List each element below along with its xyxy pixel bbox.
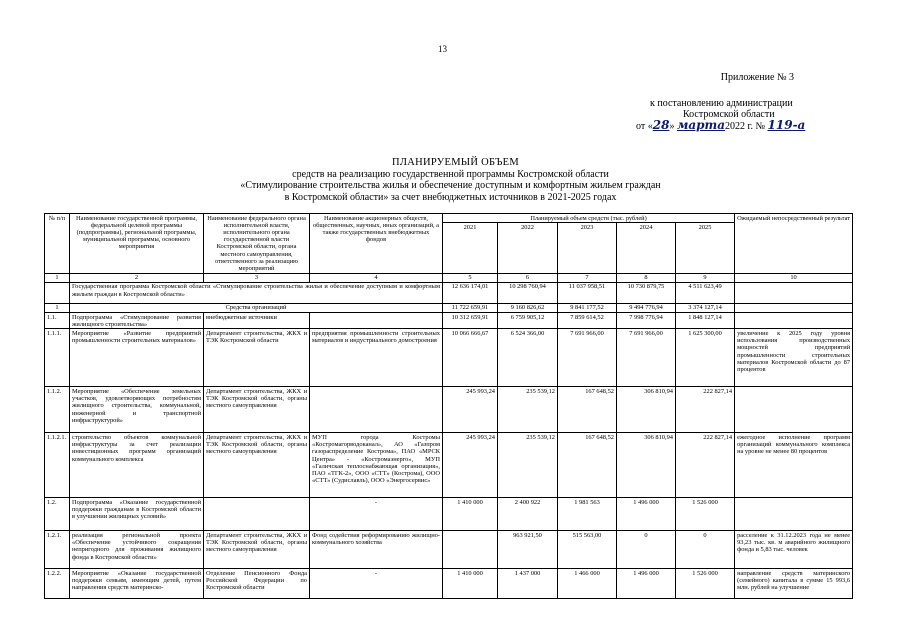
value-cell: 0 [676,531,735,569]
row-number: 1.2.1. [45,531,70,569]
row-result [735,498,853,531]
row-name: Мероприятие «Оказание государственной поддержки семьям, имеющим детей, путем направления средств материнско- [70,569,204,599]
row-orgs: Фонд содействия реформированию жилищно-коммунального хозяйства [310,531,443,569]
row-result: увеличение к 2025 году уровня использования производственных мощностей предприятий промышленности строительных материалов Костромской области до 87 процентов [735,329,853,387]
row-executor: Отделение Пенсионного Фонда Российской Федерации по Костромской области [204,569,310,599]
row-number: 1.1.2. [45,387,70,433]
row-executor: Департамент строительства, ЖКХ и ТЭК Костромской области, органы местного самоуправления [204,433,310,498]
value-cell: 4 511 623,49 [676,282,735,303]
value-cell: 167 648,52 [558,387,617,433]
value-cell: 1 526 000 [676,498,735,531]
table-row [45,387,853,433]
value-cell: 963 921,50 [498,531,558,569]
value-cell: 11 037 958,51 [558,282,617,303]
title-line-3: «Стимулирование строительства жилья и обеспечение доступным и комфортным жильем граждан [240,180,661,191]
program-name: Государственная программа Костромской области «Стимулирование строительства жилья и обеспечение доступным и комфортным жильем граждан в Костромской области» [70,282,443,303]
row-number: 1.1.2.1. [45,433,70,498]
row-orgs [310,313,443,329]
value-cell: 1 496 000 [617,569,676,599]
value-cell: 9 160 826,62 [498,303,558,312]
value-cell: 10 298 760,94 [498,282,558,303]
row-result: ежегодное исполнение программ организаций коммунального комплекса на уровне не менее 80 процентов [735,433,853,498]
header-executor: Наименование федерального органа исполнительной власти, исполнительного органа государственной власти Костромской области, органа местного самоуправления, ответственного за реализацию мероприятий [204,214,310,274]
source-label: Средства организаций [70,303,443,312]
row-executor: Департамент строительства, ЖКХ и ТЭК Костромской области, органы местного самоуправления [204,387,310,433]
handwritten-day: 28 [652,118,670,132]
date-prefix: от « [636,121,653,132]
value-cell: 10 066 666,67 [443,329,498,387]
title-line-2: средств на реализацию государственной программы Костромской области [292,168,609,180]
value-cell: 306 810,94 [617,387,676,433]
value-cell: 2 400 922 [498,498,558,531]
row-executor: внебюджетные источники [204,313,310,329]
table-row-program [45,282,853,303]
value-cell: 7 998 776,94 [617,313,676,329]
table-row-source [45,303,853,312]
value-cell: 167 648,52 [558,433,617,498]
column-number: 3 [204,273,310,282]
appendix-label: Приложение № 3 [720,72,794,83]
resolution-line-2: Костромской области [683,109,775,120]
table-row [45,569,853,599]
value-cell: 9 494 776,94 [617,303,676,312]
handwritten-number: 119-а [767,118,806,132]
date-mid: » [669,121,677,132]
value-cell: 1 466 000 [558,569,617,599]
row-name: Подпрограмма «Стимулирование развития жилищного строительства» [70,313,204,329]
header-planned: Планируемый объем средств (тыс. рублей) [443,214,735,223]
value-cell: 9 841 177,52 [558,303,617,312]
value-cell: 7 691 966,00 [558,329,617,387]
value-cell: 222 827,14 [676,387,735,433]
value-cell: 12 636 174,01 [443,282,498,303]
value-cell: 515 563,00 [558,531,617,569]
value-cell: 235 539,12 [498,387,558,433]
value-cell: 7 859 614,52 [558,313,617,329]
row-orgs: предприятия промышленности строительных материалов и индустриального домостроения [310,329,443,387]
title-line-4: в Костромской области» за счет внебюджетных источников в 2021-2025 годах [284,191,617,203]
value-cell: 1 410 000 [443,569,498,599]
row-executor: Департамент строительства, ЖКХ и ТЭК Костромской области, органы местного самоуправления [204,531,310,569]
row-executor: Департамент строительства, ЖКХ и ТЭК Костромской области [204,329,310,387]
column-number: 9 [676,273,735,282]
header-year: 2025 [676,223,735,273]
row-result: расселение к 31.12.2023 года не менее 93,23 тыс. кв. м аварийного жилищного фонда и 5,83 тыс. человек [735,531,853,569]
value-cell: 11 722 659,91 [443,303,498,312]
row-number: 1.1.1. [45,329,70,387]
value-cell: 7 691 966,00 [617,329,676,387]
row-result [735,387,853,433]
value-cell: 1 496 000 [617,498,676,531]
row-number: 1.2.2. [45,569,70,599]
value-cell: 3 374 127,14 [676,303,735,312]
value-cell: 1 848 127,14 [676,313,735,329]
value-cell: 1 981 563 [558,498,617,531]
row-name: Подпрограмма «Оказание государственной поддержки гражданам в Костромской области в улучшении жилищных условий» [70,498,204,531]
row-number: 1.1. [45,313,70,329]
page-number: 13 [438,44,447,54]
header-result: Ожидаемый непосредственный результат [735,214,853,274]
title-line-1: ПЛАНИРУЕМЫЙ ОБЪЕМ [391,157,520,168]
document-title [0,157,901,203]
column-number: 10 [735,273,853,282]
column-number: 7 [558,273,617,282]
row-result [735,313,853,329]
column-number: 5 [443,273,498,282]
handwritten-month: марта [676,118,725,132]
value-cell [443,531,498,569]
table-row [45,531,853,569]
row-orgs: - [310,498,443,531]
row-name: Мероприятие «Развитие предприятий промышленности строительных материалов» [70,329,204,387]
row-name: Мероприятие «Обеспечение земельных участков, удовлетворяющих потребностям жилищного строительства, коммунальной, инженерной и транспортной инфраструктурой» [70,387,204,433]
value-cell: 1 526 000 [676,569,735,599]
header-year: 2021 [443,223,498,273]
column-numbers-row [45,273,853,282]
resolution-line-1: к постановлению администрации [650,98,793,109]
header-year: 2023 [558,223,617,273]
planned-volume-table [44,213,853,599]
resolution-date-line [636,120,810,132]
resolution-reference [636,98,810,132]
header-num: № п/п [45,214,70,274]
table-row [45,329,853,387]
value-cell: 1 625 300,00 [676,329,735,387]
value-cell: 1 437 000 [498,569,558,599]
value-cell: 222 827,14 [676,433,735,498]
value-cell: 306 810,94 [617,433,676,498]
row-name: строительство объектов коммунальной инфраструктуры за счет реализации инвестиционных программ организаций коммунального комплекса [70,433,204,498]
column-number: 6 [498,273,558,282]
value-cell: 10 730 879,75 [617,282,676,303]
table-row [45,433,853,498]
value-cell: 6 759 905,12 [498,313,558,329]
column-number: 2 [70,273,204,282]
value-cell: 245 993,24 [443,433,498,498]
row-name: реализация региональной проекта «Обеспечение устойчивого сокращения непригодного для проживания жилищного фонда в Костромской области» [70,531,204,569]
row-number: 1.2. [45,498,70,531]
row-orgs: - [310,569,443,599]
value-cell: 1 410 000 [443,498,498,531]
row-result: направление средств материнского (семейного) капитала в сумме 15 993,6 млн. рублей на улучшение [735,569,853,599]
column-number: 1 [45,273,70,282]
row-orgs [310,387,443,433]
column-number: 8 [617,273,676,282]
header-orgs: Наименование акционерных обществ, общественных, научных, иных организаций, а также государственных внебюджетных фондов [310,214,443,274]
column-number: 4 [310,273,443,282]
value-cell: 10 312 659,91 [443,313,498,329]
table-row [45,498,853,531]
header-year: 2022 [498,223,558,273]
row-executor [204,498,310,531]
row-orgs: МУП города Костромы «Костромагорводоканал», АО «Газпром газораспределение Кострома», ПАО «МРСК Центра» - «Костромаэнерго», МУП «Галичская теплоснабжающая организация», ПАО «ТГК-2», ООО «СТТ» (Кострома), ООО «СТТ» (Судиславль), ООО «Энергосервис» [310,433,443,498]
table-row [45,313,853,329]
value-cell: 6 524 366,00 [498,329,558,387]
header-year: 2024 [617,223,676,273]
header-name: Наименование государственной программы, федеральной целевой программы (подпрограммы), региональной программы, муниципальной программы, основного мероприятия [70,214,204,274]
value-cell: 235 539,12 [498,433,558,498]
value-cell: 0 [617,531,676,569]
year-text: 2022 г. № [725,121,768,132]
header-row [45,214,853,223]
row-number: 1 [45,303,70,312]
value-cell: 245 993,24 [443,387,498,433]
